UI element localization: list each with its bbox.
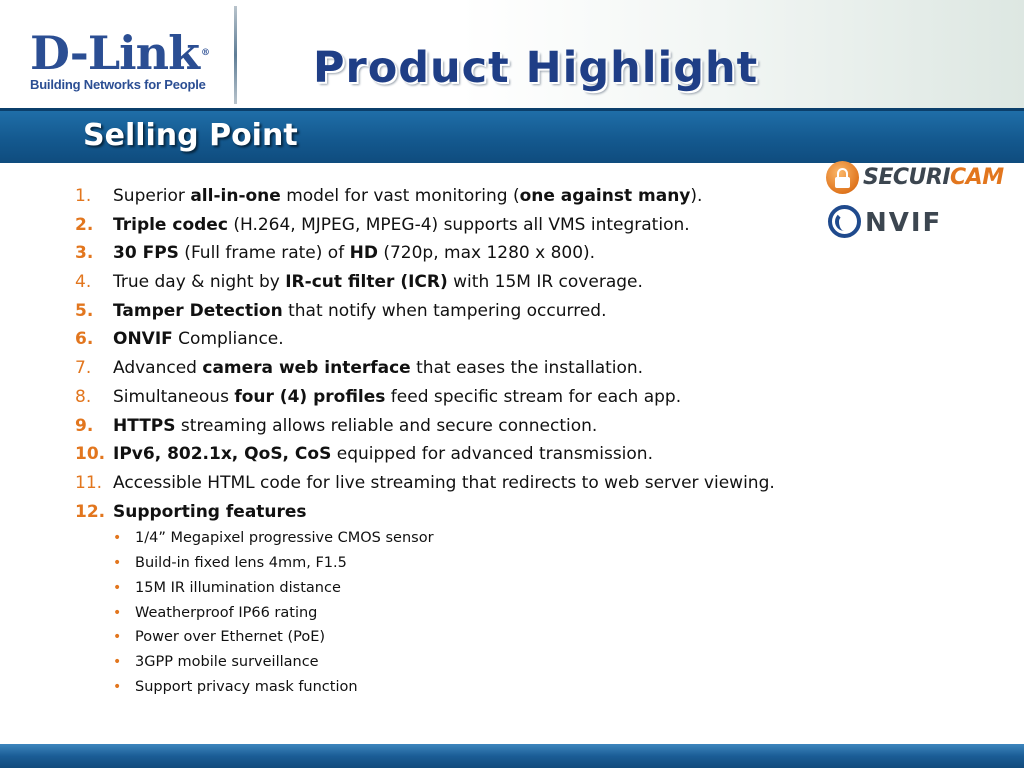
feature-item [113,553,825,573]
item-text-bold2: one against many [519,186,691,206]
item-text-post: (720p, max 1280 x 800). [377,243,596,264]
item-text-bold: Supporting features [113,501,307,522]
item-text-pre: Superior [113,186,191,206]
feature-text: 3GPP mobile surveillance [135,654,319,671]
list-item [75,385,825,409]
item-text-pre: True day & night by [113,272,286,293]
list-item [75,184,825,208]
item-text-post: ). [690,186,703,206]
feature-text: 1/4” Megapixel progressive CMOS sensor [135,530,434,547]
item-text-bold: camera web interface [202,358,411,379]
item-text-post: that notify when tampering occurred. [282,300,607,321]
bullet-icon: • [113,629,122,646]
item-text-pre: Advanced [113,358,203,379]
footer-bar [0,744,1024,768]
item-text-post: (H.264, MJPEG, MPEG-4) supports all VMS integration. [227,214,690,235]
item-text-bold: four (4) profiles [234,386,386,407]
feature-item [113,528,825,548]
list-number: 10. [75,444,106,465]
list-item [75,471,825,495]
item-text-bold: HTTPS [113,415,176,436]
bullet-icon: • [113,604,122,621]
item-text-bold: Triple codec [113,214,228,235]
feature-item [113,603,825,623]
item-text-mid: (Full frame rate) of [178,243,350,264]
list-item [75,213,825,237]
securicam-part2: CAM [950,165,1004,190]
item-text-post: that eases the installation. [410,358,644,379]
item-text-post: Compliance. [172,329,284,350]
item-text-bold: 30 FPS [113,243,179,264]
feature-text: Build-in fixed lens 4mm, F1.5 [135,555,347,572]
list-number: 6. [75,329,94,350]
logo-tagline: Building Networks for People [30,77,206,92]
bullet-icon: • [113,530,122,547]
logo-registered-mark: ® [200,48,209,58]
list-number: 8. [75,386,92,407]
section-title: Selling Point [83,118,298,153]
feature-text: Power over Ethernet (PoE) [135,629,326,646]
item-text-bold: all-in-one [190,186,281,206]
list-item [75,414,825,438]
item-text-bold: Tamper Detection [113,300,283,321]
item-text-pre: Simultaneous [113,386,235,407]
list-number: 5. [75,300,94,321]
list-item [75,327,825,351]
list-item [75,500,825,524]
supporting-features-list [75,528,825,697]
list-number: 12. [75,501,106,522]
feature-text: 15M IR illumination distance [135,579,341,596]
onvif-text: NVIF [865,208,943,238]
list-number: 7. [75,358,92,379]
bullet-icon: • [113,654,122,671]
list-number: 4. [75,272,92,293]
logo-name: D-Link [30,26,199,80]
item-text-post: equipped for advanced transmission. [331,444,653,465]
selling-points-list [75,184,825,702]
feature-item [113,677,825,697]
list-number: 2. [75,214,94,235]
header-divider [234,6,237,104]
feature-item [113,627,825,647]
feature-text: Weatherproof IP66 rating [135,604,318,621]
dlink-logo [30,26,209,92]
list-item [75,442,825,466]
item-text-post: with 15M IR coverage. [447,272,643,293]
list-number: 9. [75,415,94,436]
list-item [75,270,825,294]
list-number: 11. [75,472,103,493]
lock-icon [826,161,859,194]
feature-item [113,652,825,672]
list-item [75,299,825,323]
list-number: 3. [75,243,94,264]
item-text-bold: ONVIF [113,329,173,350]
list-item [75,356,825,380]
item-text-post: streaming allows reliable and secure connection. [175,415,598,436]
item-text-bold: IR-cut filter (ICR) [285,272,448,293]
slide-header [0,0,1024,108]
feature-item [113,578,825,598]
item-text-pre: Accessible HTML code for live streaming that redirects to web server viewing. [113,472,775,493]
list-item [75,241,825,265]
list-number: 1. [75,186,92,206]
item-text-mid: model for vast monitoring ( [280,186,520,206]
bullet-icon: • [113,679,122,696]
item-text-bold: IPv6, 802.1x, QoS, CoS [113,444,332,465]
bullet-icon: • [113,579,122,596]
page-title: Product Highlight [313,43,759,93]
partner-logos [826,160,1024,250]
bullet-icon: • [113,555,122,572]
item-text-post: feed specific stream for each app. [385,386,682,407]
feature-text: Support privacy mask function [135,679,358,696]
securicam-part1: SECURI [863,165,951,190]
item-text-bold2: HD [349,243,378,264]
onvif-o-icon [828,205,861,238]
